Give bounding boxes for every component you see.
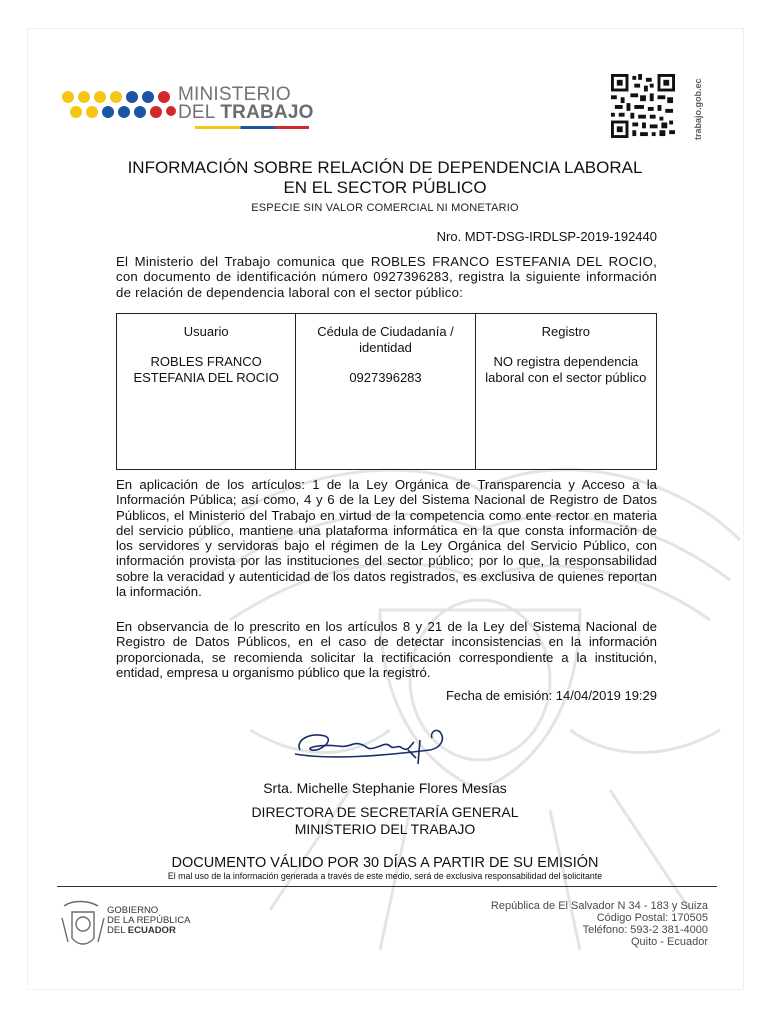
government-logo-text bbox=[107, 906, 190, 936]
signer-institution: MINISTERIO DEL TRABAJO bbox=[294, 821, 476, 837]
employment-table bbox=[116, 313, 657, 470]
gov-line2: DE LA REPÚBLICA bbox=[107, 915, 191, 926]
qr-code bbox=[610, 74, 676, 138]
signer-role: DIRECTORA DE SECRETARÍA GENERAL bbox=[251, 804, 519, 820]
value-cedula: 0927396283 bbox=[349, 370, 422, 385]
document-subtitle: ESPECIE SIN VALOR COMERCIAL NI MONETARIO bbox=[251, 202, 519, 214]
footer-address bbox=[491, 900, 708, 948]
handwritten-signature bbox=[290, 720, 450, 770]
footer-divider bbox=[57, 886, 717, 887]
legal-paragraph-1: En aplicación de los artículos: 1 de la Ley Orgánica de Transparencia y Acceso a la Información Pública; así como, 4 y 6 de la Ley del Sistema Nacional de Registro de Datos Públicos, el Ministerio del Trabajo en virtud de la competencia como ente rector en materia del servicio público, mantiene una plataforma informática en la que consta información de los servidores y servidoras bajo el régimen de la Ley Orgánica del Servicio Público, con información provista por las instituciones del sector público; por lo que, la responsabilidad sobre la veracidad y autenticidad de los datos registrados, es exclusiva de quienes reportan la información. bbox=[116, 477, 657, 600]
address-line1: República de El Salvador N 34 - 183 y Suiza bbox=[490, 900, 708, 912]
legal-paragraph-2: En observancia de lo prescrito en los artículos 8 y 21 de la Ley del Sistema Nacional de Registro de Datos Públicos, en el caso de detectar inconsistencias en la información proporcionada, se recomienda solicitar la rectificación correspondiente a la institución, entidad, empresa u organismo público que la registró. bbox=[116, 619, 657, 680]
gov-line3: DEL ECUADOR bbox=[107, 925, 176, 936]
header-cedula: Cédula de Ciudadanía / identidad bbox=[317, 324, 454, 355]
address-postal: Código Postal: 170505 bbox=[596, 912, 708, 924]
table-col-cedula bbox=[296, 314, 475, 469]
gov-line1: GOBIERNO bbox=[107, 905, 159, 916]
issue-date: Fecha de emisión: 14/04/2019 19:29 bbox=[445, 688, 657, 703]
header-usuario: Usuario bbox=[183, 324, 229, 339]
header-registro: Registro bbox=[541, 324, 591, 339]
value-usuario: ROBLES FRANCO ESTEFANIA DEL ROCIO bbox=[133, 354, 279, 385]
logo-line1: MINISTERIO bbox=[178, 84, 291, 105]
disclaimer: El mal uso de la información generada a través de este medio, será de exclusiva responsabilidad del solicitante bbox=[167, 871, 603, 881]
address-city: Quito - Ecuador bbox=[630, 936, 708, 948]
ministry-logo-text bbox=[178, 86, 314, 122]
website-text: trabajo.gob.ec bbox=[693, 78, 703, 140]
validity-notice: DOCUMENTO VÁLIDO POR 30 DÍAS A PARTIR DE SU EMISIÓN bbox=[171, 855, 599, 871]
logo-flag-bar bbox=[195, 126, 309, 129]
signer-name: Srta. Michelle Stephanie Flores Mesías bbox=[263, 780, 507, 796]
document-number: Nro. MDT-DSG-IRDLSP-2019-192440 bbox=[436, 229, 657, 244]
table-col-usuario bbox=[117, 314, 296, 469]
address-phone: Teléfono: 593-2 381-4000 bbox=[582, 924, 708, 936]
table-col-registro bbox=[476, 314, 656, 469]
ministry-logo-dots bbox=[62, 90, 172, 120]
logo-line2: DEL TRABAJO bbox=[178, 102, 314, 123]
intro-paragraph: El Ministerio del Trabajo comunica que ROBLES FRANCO ESTEFANIA DEL ROCIO, con documento de identificación número 0927396283, registra la siguiente información de relación de dependencia laboral con el sector público: bbox=[116, 254, 657, 300]
value-registro: NO registra dependencia laboral con el sector público bbox=[485, 354, 647, 385]
document-title-line1: INFORMACIÓN SOBRE RELACIÓN DE DEPENDENCIA LABORAL bbox=[127, 158, 643, 177]
document-title-line2: EN EL SECTOR PÚBLICO bbox=[283, 178, 487, 197]
